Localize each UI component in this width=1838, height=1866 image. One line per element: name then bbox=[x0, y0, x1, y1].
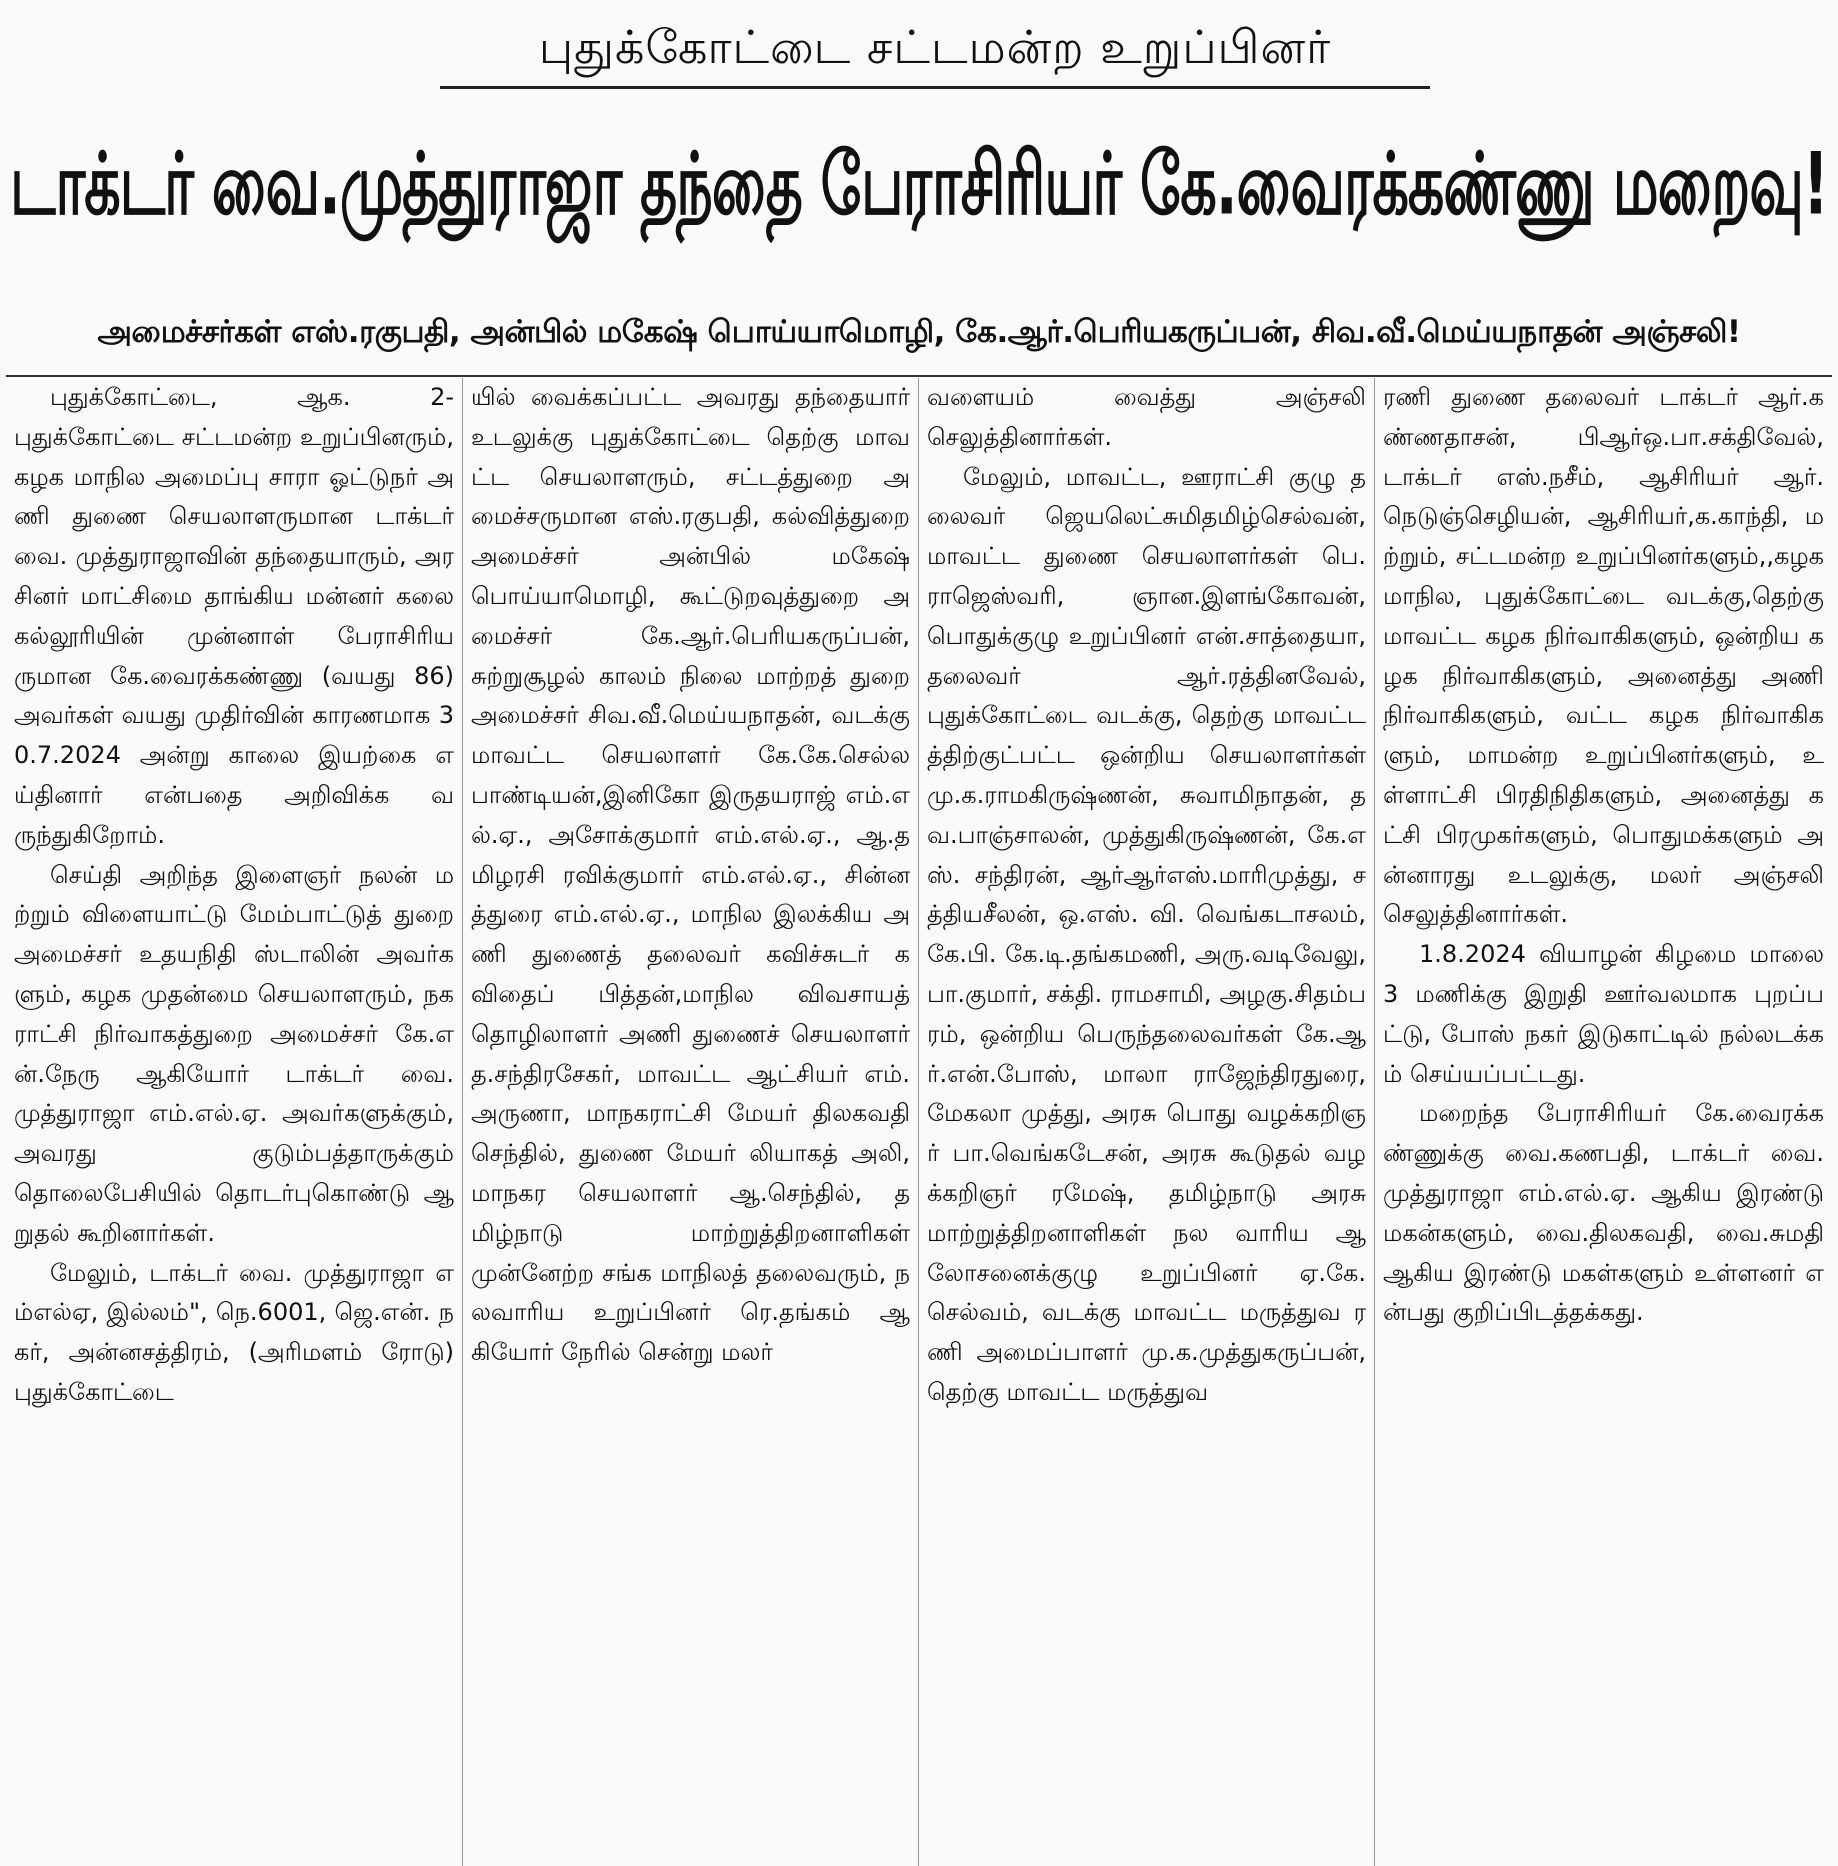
paragraph: யில் வைக்கப்பட்ட அவரது தந்தையார் உடலுக்கு புதுக்கோட்டை தெற்கு மாவட்ட செயலாளரும், சட்டத்துறை அமைச்சருமான எஸ்.ரகுபதி, கல்வித்துறை அமைச்சர் அன்பில் மகேஷ் பொய்யாமொழி, கூட்டுறவுத்துறை அமைச்சர் கே.ஆர்.பெரியகருப்பன், சுற்றுசூழல் காலம் நிலை மாற்றத் துறை அமைச்சர் சிவ.வீ.மெய்யநாதன், வடக்கு மாவட்ட செயலாளர் கே.கே.செல்லபாண்டியன்,இனிகோ இருதயராஜ் எம்.எல்.ஏ., அசோக்குமார் எம்.எல்.ஏ., ஆ.தமிழரசி ரவிக்குமார் எம்.எல்.ஏ., சின்னத்துரை எம்.எல்.ஏ., மாநில இலக்கிய அணி துணைத் தலைவர் கவிச்சுடர் கவிதைப் பித்தன்,மாநில விவசாயத் தொழிலாளர் அணி துணைச் செயலாளர் த.சந்திரசேகர், மாவட்ட ஆட்சியர் எம்.அருணா, மாநகராட்சி மேயர் திலகவதி செந்தில், துணை மேயர் லியாகத் அலி, மாநகர செயலாளர் ஆ.செந்தில், தமிழ்நாடு மாற்றுத்திறனாளிகள் முன்னேற்ற சங்க மாநிலத் தலைவரும், நலவாரிய உறுப்பினர் ரெ.தங்கம் ஆகியோர் நேரில் சென்று மலர் bbox=[471, 383, 910, 1367]
paragraph: மேலும், டாக்டர் வை. முத்துராஜா எம்எல்ஏ, இல்லம்", நெ.6001, ஜெ.என். நகர், அன்னசத்திரம், (அரிமளம் ரோடு) புதுக்கோட்டை bbox=[14, 1258, 454, 1406]
paragraph: 1.8.2024 வியாழன் கிழமை மாலை 3 மணிக்கு இறுதி ஊர்வலமாக புறப்பட்டு, போஸ் நகர் இடுகாட்டில் நல்லடக்கம் செய்யப்பட்டது. bbox=[1383, 940, 1824, 1088]
article-columns bbox=[6, 378, 1832, 1866]
paragraph: புதுக்கோட்டை, ஆக. 2- புதுக்கோட்டை சட்டமன்ற உறுப்பினரும்,கழக மாநில அமைப்பு சாரா ஓட்டுநர் அணி துணை செயலாளருமான டாக்டர் வை. முத்துராஜாவின் தந்தையாரும், அரசினர் மாட்சிமை தாங்கிய மன்னர் கலை கல்லூரியின் முன்னாள் பேராசிரியருமான கே.வைரக்கண்ணு (வயது 86) அவர்கள் வயது முதிர்வின் காரணமாக 30.7.2024 அன்று காலை இயற்கை எய்தினார் என்பதை அறிவிக்க வருந்துகிறோம். bbox=[14, 383, 454, 849]
subheadline: அமைச்சர்கள் எஸ்.ரகுபதி, அன்பில் மகேஷ் பொய்யாமொழி, கே.ஆர்.பெரியகருப்பன், சிவ.வீ.மெய்யநாதன் அஞ்சலி! bbox=[97, 314, 1741, 350]
column-1 bbox=[6, 378, 462, 1866]
paragraph: வளையம் வைத்து அஞ்சலி செலுத்தினார்கள். bbox=[927, 383, 1366, 451]
headline: டாக்டர் வை.முத்துராஜா தந்தை பேராசிரியர் கே.வைரக்கண்ணு மறைவு! bbox=[10, 135, 1828, 235]
paragraph: ரணி துணை தலைவர் டாக்டர் ஆர்.கண்ணதாசன், பிஆர்ஒ.பா.சக்திவேல், டாக்டர் எஸ்.நசீம், ஆசிரியர் ஆர்.நெடுஞ்செழியன், ஆசிரியர்,க.காந்தி, மற்றும், சட்டமன்ற உறுப்பினர்களும்,,கழக மாநில, புதுக்கோட்டை வடக்கு,தெற்கு மாவட்ட கழக நிர்வாகிகளும், ஒன்றிய கழக நிர்வாகிகளும், அனைத்து அணி நிர்வாகிகளும், வட்ட கழக நிர்வாகிகளும், மாமன்ற உறுப்பினர்களும், உள்ளாட்சி பிரதிநிதிகளும், அனைத்து கட்சி பிரமுகர்களும், பொதுமக்களும் அன்னாரது உடலுக்கு, மலர் அஞ்சலி செலுத்தினார்கள். bbox=[1383, 383, 1824, 929]
kicker: புதுக்கோட்டை சட்டமன்ற உறுப்பினர் bbox=[440, 8, 1430, 89]
divider bbox=[6, 375, 1832, 377]
paragraph: செய்தி அறிந்த இளைஞர் நலன் மற்றும் விளையாட்டு மேம்பாட்டுத் துறை அமைச்சர் உதயநிதி ஸ்டாலின் அவர்களும், கழக முதன்மை செயலாளரும், நகராட்சி நிர்வாகத்துறை அமைச்சர் கே.என்.நேரு ஆகியோர் டாக்டர் வை. முத்துராஜா எம்.எல்.ஏ. அவர்களுக்கும், அவரது குடும்பத்தாருக்கும் தொலைபேசியில் தொடர்புகொண்டு ஆறுதல் கூறினார்கள். bbox=[14, 860, 454, 1247]
column-2 bbox=[462, 378, 918, 1866]
column-3 bbox=[918, 378, 1374, 1866]
column-4 bbox=[1374, 378, 1832, 1866]
paragraph: மேலும், மாவட்ட, ஊராட்சி குழு தலைவர் ஜெயலெட்சுமிதமிழ்செல்வன்,மாவட்ட துணை செயலாளர்கள் பெ.ராஜெஸ்வரி, ஞான.இளங்கோவன், பொதுக்குழு உறுப்பினர் என்.சாத்தையா, தலைவர் ஆர்.ரத்தினவேல், புதுக்கோட்டை வடக்கு, தெற்கு மாவட்டத்திற்குட்பட்ட ஒன்றிய செயலாளர்கள் மு.க.ராமகிருஷ்ணன், சுவாமிநாதன், தவ.பாஞ்சாலன், முத்துகிருஷ்ணன், கே.எஸ். சந்திரன், ஆர்ஆர்எஸ்.மாரிமுத்து, சத்தியசீலன், ஒ.எஸ். வி. வெங்கடாசலம், கே.பி. கே.டி.தங்கமணி, அரு.வடிவேலு, பா.குமார், சக்தி. ராமசாமி, அழகு.சிதம்பரம், ஒன்றிய பெருந்தலைவர்கள் கே.ஆர்.என்.போஸ், மாலா ராஜேந்திரதுரை, மேகலா முத்து, அரசு பொது வழக்கறிஞர் பா.வெங்கடேசன், அரசு கூடுதல் வழக்கறிஞர் ரமேஷ், தமிழ்நாடு அரசு மாற்றுத்திறனாளிகள் நல வாரிய ஆலோசனைக்குழு உறுப்பினர் ஏ.கே.செல்வம், வடக்கு மாவட்ட மருத்துவ ரணி அமைப்பாளர் மு.க.முத்துகருப்பன், தெற்கு மாவட்ட மருத்துவ bbox=[927, 462, 1366, 1406]
paragraph: மறைந்த பேராசிரியர் கே.வைரக்கண்ணுக்கு வை.கணபதி, டாக்டர் வை.முத்துராஜா எம்.எல்.ஏ. ஆகிய இரண்டு மகன்களும், வை.திலகவதி, வை.சுமதி ஆகிய இரண்டு மகள்களும் உள்ளனர் என்பது குறிப்பிடத்தக்கது. bbox=[1383, 1099, 1824, 1327]
